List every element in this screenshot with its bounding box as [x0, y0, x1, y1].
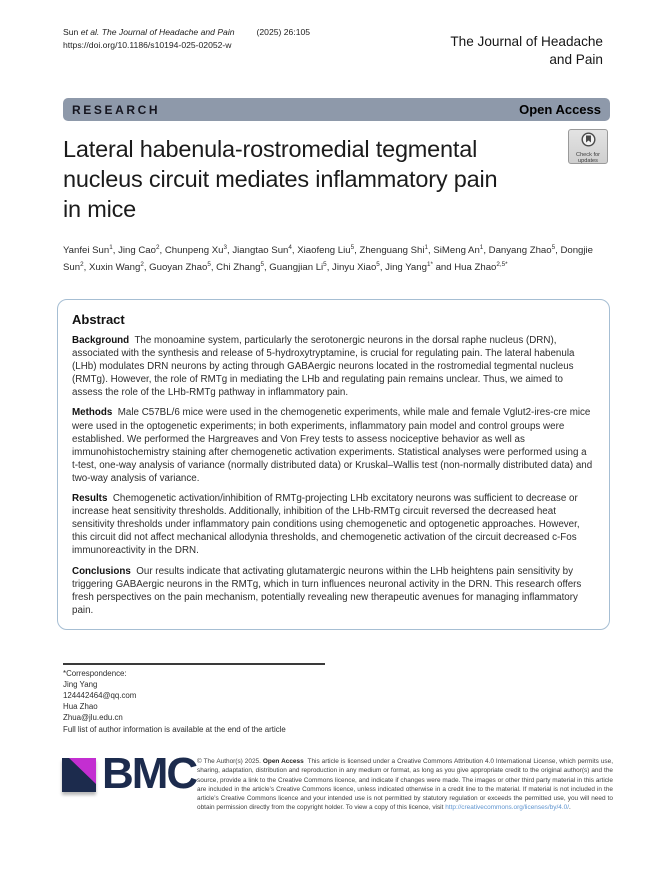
author: Dongjie Sun$^2$: [63, 245, 593, 273]
bmc-wordmark: BMC: [102, 749, 197, 798]
doi-text: https://doi.org/10.1186/s10194-025-02052-w: [63, 40, 232, 50]
citation-journal: et al. The Journal of Headache and Pain: [80, 27, 235, 37]
running-head: [63, 26, 310, 52]
check-for-updates-badge[interactable]: [568, 129, 608, 164]
copyright-notice: [197, 757, 613, 813]
abstract-conclusions: Conclusions Our results indicate that activating glutamatergic neurons within the LHb heightens pain sensitivity by triggering GABAergic neurons in the RMTg, which in turn influences neuronal activity in the DRN. This research offers fresh perspectives on the pain mechanism, potentially revealing new therapeutic avenues for managing inflammatory pain.: [72, 565, 582, 616]
title-line-2: nucleus circuit mediates inflammatory pain: [63, 166, 498, 192]
author: Jing Yang$^{1*}$: [385, 260, 433, 273]
author: Xuxin Wang$^2$: [88, 260, 144, 273]
author: Jiangtao Sun$^4$: [232, 243, 292, 256]
abstract-methods: Methods Male C57BL/6 mice were used in the chemogenetic experiments, while male and female Vglut2-ires-cre mice were used in the optogenetic experiments; in both experiments, inflammatory pain model and control groups were established. We performed the Hargreaves and Von Frey tests to assess nociceptive behavior as well as immunohistochemistry staining after chemogenetic activation experiments. Statistical analyses were performed using a t-test, one-way analysis of variance (normally distributed data) or Kruskal–Wallis test (non-normally distributed data) and two-way analysis of variance.: [72, 407, 593, 484]
article-title: [63, 134, 563, 224]
bmc-logo: [62, 758, 96, 792]
title-line-1: Lateral habenula-rostromedial tegmental: [63, 136, 478, 162]
correspondence-label: *Correspondence:: [63, 669, 127, 678]
author: Xiaofeng Liu$^5$: [297, 243, 355, 256]
abstract-background: Background The monoamine system, particularly the serotonergic neurons in the dorsal raphe nucleus (DRN), associated with the synthesis and release of 5-hydroxytryptamine, is crucial for regulating pain. The lateral habenula (LHb) modulates DRN neurons by acting through GABAergic neurons located in the rostromedial tegmental nucleus (RMTg). However, the role of RMTg in mediating the LHb and regulating pain remains unclear. Thus, we aimed to assess the role of the LHb-RMTg pathway in inflammatory pain.: [72, 335, 575, 399]
check-updates-label: Check for updates: [576, 152, 600, 165]
open-access-label: Open Access: [519, 102, 601, 117]
abstract-heading: Abstract: [72, 312, 125, 327]
correspondent-name: Hua Zhao: [63, 701, 98, 711]
license-text: This article is licensed under a Creative Commons Attribution 4.0 International License, which permits use, sharing, adaptation, distribution and reproduction in any medium or format, as long as you give appropriate credit to the original author(s) and the source, provide a link to the Creative Commons licence, and indicate if changes were made. The images or other third party material in this article are included in the article’s Creative Commons licence, unless indicated otherwise in a credit line to the material. If material is not included in the article’s Creative Commons licence and your intended use is not permitted by statutory regulation or exceeds the permitted use, you will need to obtain permission directly from the copyright holder. To view a copy of this licence, visit: [197, 758, 613, 812]
citation-ref: (2025) 26:105: [256, 27, 311, 37]
author-list: Yanfei Sun$^1$, Jing Cao$^2$, Chunpeng Xu$^3$, Jiangtao Sun$^4$, Xiaofeng Liu$^5$, Zhenguang Shi$^1$, SiMeng An$^1$, Danyang Zhao$^5$, Dongjie Sun$^2$, Xuxin Wang$^2$, Guoyan Zhao$^5$, Chi Zhang$^5$, Guangjian Li$^5$, Jinyu Xiao$^5$, Jing Yang$^{1*}$ and Hua Zhao$^{2,5*}$: [63, 243, 593, 273]
correspondent-email: Zhua@jlu.edu.cn: [63, 712, 123, 722]
article-type-label: RESEARCH: [72, 102, 161, 117]
journal-name-line2: and Pain: [549, 52, 603, 67]
article-type-banner: [63, 98, 610, 121]
author: Guoyan Zhao$^5$: [149, 260, 211, 273]
author: Chi Zhang$^5$: [216, 260, 264, 273]
author: Jinyu Xiao$^5$: [332, 260, 380, 273]
journal-name-line1: The Journal of Headache: [450, 34, 603, 49]
author-info-note: Full list of author information is available at the end of the article: [63, 725, 286, 734]
correspondence-divider: [63, 663, 325, 665]
author: Zhenguang Shi$^1$: [359, 243, 429, 256]
correspondent-name: Jing Yang: [63, 679, 98, 689]
abstract-methods-label: Methods: [72, 407, 113, 419]
copyright-prefix: © The Author(s) 2025.: [197, 758, 261, 765]
citation-line: [63, 26, 310, 39]
license-link[interactable]: http://creativecommons.org/licenses/by/4.0/: [445, 804, 570, 812]
title-line-3: in mice: [63, 196, 137, 222]
author: Yanfei Sun$^1$: [63, 243, 113, 256]
journal-masthead: [450, 33, 603, 69]
author: Hua Zhao$^{2,5*}$: [454, 260, 508, 273]
author: Danyang Zhao$^5$: [488, 243, 556, 256]
abstract-conclusions-label: Conclusions: [72, 565, 131, 577]
author: Chunpeng Xu$^3$: [164, 243, 228, 256]
abstract-results-label: Results: [72, 493, 108, 505]
check-updates-icon: [581, 132, 596, 152]
author: Jing Cao$^2$: [118, 243, 160, 256]
abstract-background-label: Background: [72, 335, 130, 346]
citation-author: Sun: [63, 27, 81, 37]
abstract-results: Results Chemogenetic activation/inhibition of RMTg-projecting LHb excitatory neurons was sufficient to decrease or increase heat sensitivity thresholds. Additionally, inhibition of the LHb-RMTg circuit reversed the decreased heat sensitivity thresholds under inflammatory pain conditions using chemogenetic and optogenetic approaches. However, this circuit did not affect mechanical allodynia thresholds, and chemogenetic activation of the circuit decreased c-Fos immunoreactivity in the DRN.: [72, 493, 580, 557]
abstract-box: [57, 299, 610, 630]
author: SiMeng An$^1$: [433, 243, 484, 256]
correspondence-block: [63, 669, 136, 724]
license-suffix: .: [569, 804, 571, 812]
correspondent-email: 124442464@qq.com: [63, 690, 137, 700]
open-access-bold: Open Access: [262, 758, 304, 765]
author: Guangjian Li$^5$: [269, 260, 327, 273]
